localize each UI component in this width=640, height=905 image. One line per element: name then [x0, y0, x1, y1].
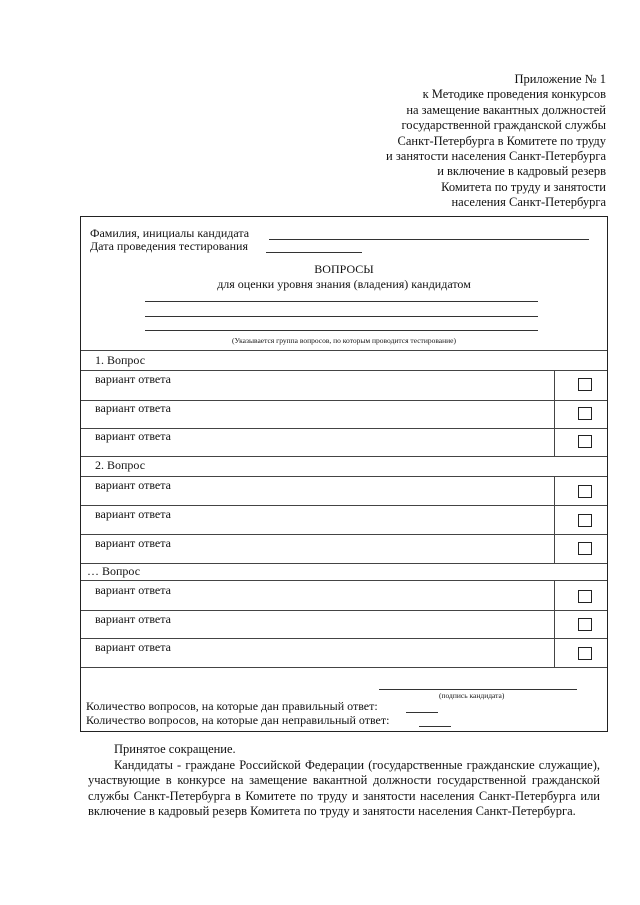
appendix-caption-line: населения Санкт-Петербурга	[451, 195, 606, 210]
abbreviation-note	[88, 742, 600, 820]
test-date-label: Дата проведения тестирования	[90, 239, 248, 253]
row-divider	[81, 456, 607, 457]
correct-count-field[interactable]	[406, 712, 438, 713]
section-divider	[81, 667, 607, 668]
signature-line[interactable]	[379, 689, 577, 690]
checkbox-column-divider	[554, 580, 555, 667]
question-label: 1. Вопрос	[95, 353, 146, 367]
abbreviation-heading: Принятое сокращение.	[114, 742, 236, 756]
question-group-line[interactable]	[145, 330, 538, 331]
checkbox-column-divider	[554, 370, 555, 456]
question-group-line[interactable]	[145, 316, 538, 317]
appendix-caption-line: Санкт-Петербурга в Комитете по труду	[397, 133, 606, 148]
answer-option: вариант ответа	[95, 583, 171, 597]
answer-option: вариант ответа	[95, 372, 171, 386]
answer-option: вариант ответа	[95, 429, 171, 443]
appendix-caption-line: Приложение № 1	[514, 72, 606, 86]
appendix-caption-line: и включение в кадровый резерв	[437, 164, 606, 179]
answer-checkbox[interactable]	[578, 485, 592, 498]
answer-option: вариант ответа	[95, 401, 171, 415]
answer-option: вариант ответа	[95, 612, 171, 626]
question-group-line[interactable]	[145, 301, 538, 302]
abbreviation-definition: Кандидаты - граждане Российской Федерации (государственные гражданские служащие), участвующие в конкурсе на замещение вакантной должности государственной гражданской службы Санкт-Петербурга в Комитете по труду и занятости населения Санкт-Петербурга или включение в кадровый резерв Комитета по труду и занятости населения Санкт-Петербурга.	[88, 757, 600, 819]
test-date-field[interactable]	[266, 252, 362, 253]
answer-checkbox[interactable]	[578, 542, 592, 555]
row-divider	[81, 476, 607, 477]
group-note: (Указывается группа вопросов, по которым проводится тестирование)	[232, 336, 456, 345]
incorrect-count-label: Количество вопросов, на которые дан неправильный ответ:	[86, 713, 390, 727]
form-title: ВОПРОСЫ	[314, 262, 374, 276]
checkbox-column-divider	[554, 476, 555, 563]
incorrect-count-field[interactable]	[419, 726, 451, 727]
candidate-name-label: Фамилия, инициалы кандидата	[90, 226, 250, 240]
appendix-caption-line: Комитета по труду и занятости	[441, 179, 606, 194]
appendix-caption	[386, 72, 606, 211]
correct-count-label: Количество вопросов, на которые дан правильный ответ:	[86, 699, 378, 713]
row-divider	[81, 370, 607, 371]
row-divider	[81, 638, 607, 639]
answer-option: вариант ответа	[95, 478, 171, 492]
test-form	[80, 216, 608, 732]
form-subtitle: для оценки уровня знания (владения) кандидатом	[217, 277, 471, 291]
row-divider	[81, 534, 607, 535]
row-divider	[81, 580, 607, 581]
answer-checkbox[interactable]	[578, 590, 592, 603]
answer-checkbox[interactable]	[578, 378, 592, 391]
question-label: … Вопрос	[87, 564, 141, 578]
appendix-caption-line: государственной гражданской службы	[401, 118, 606, 133]
candidate-name-field[interactable]	[269, 239, 589, 240]
row-divider	[81, 563, 607, 564]
answer-option: вариант ответа	[95, 507, 171, 521]
appendix-caption-line: на замещение вакантных должностей	[406, 102, 606, 117]
answer-checkbox[interactable]	[578, 435, 592, 448]
answer-checkbox[interactable]	[578, 407, 592, 420]
answer-option: вариант ответа	[95, 640, 171, 654]
question-label: 2. Вопрос	[95, 458, 146, 472]
row-divider	[81, 610, 607, 611]
appendix-caption-line: к Методике проведения конкурсов	[422, 87, 606, 102]
section-divider	[81, 350, 607, 351]
answer-checkbox[interactable]	[578, 618, 592, 631]
signature-caption: (подпись кандидата)	[439, 691, 505, 700]
appendix-caption-line: и занятости населения Санкт-Петербурга	[386, 149, 606, 164]
answer-checkbox[interactable]	[578, 647, 592, 660]
answer-option: вариант ответа	[95, 536, 171, 550]
answer-checkbox[interactable]	[578, 514, 592, 527]
row-divider	[81, 505, 607, 506]
